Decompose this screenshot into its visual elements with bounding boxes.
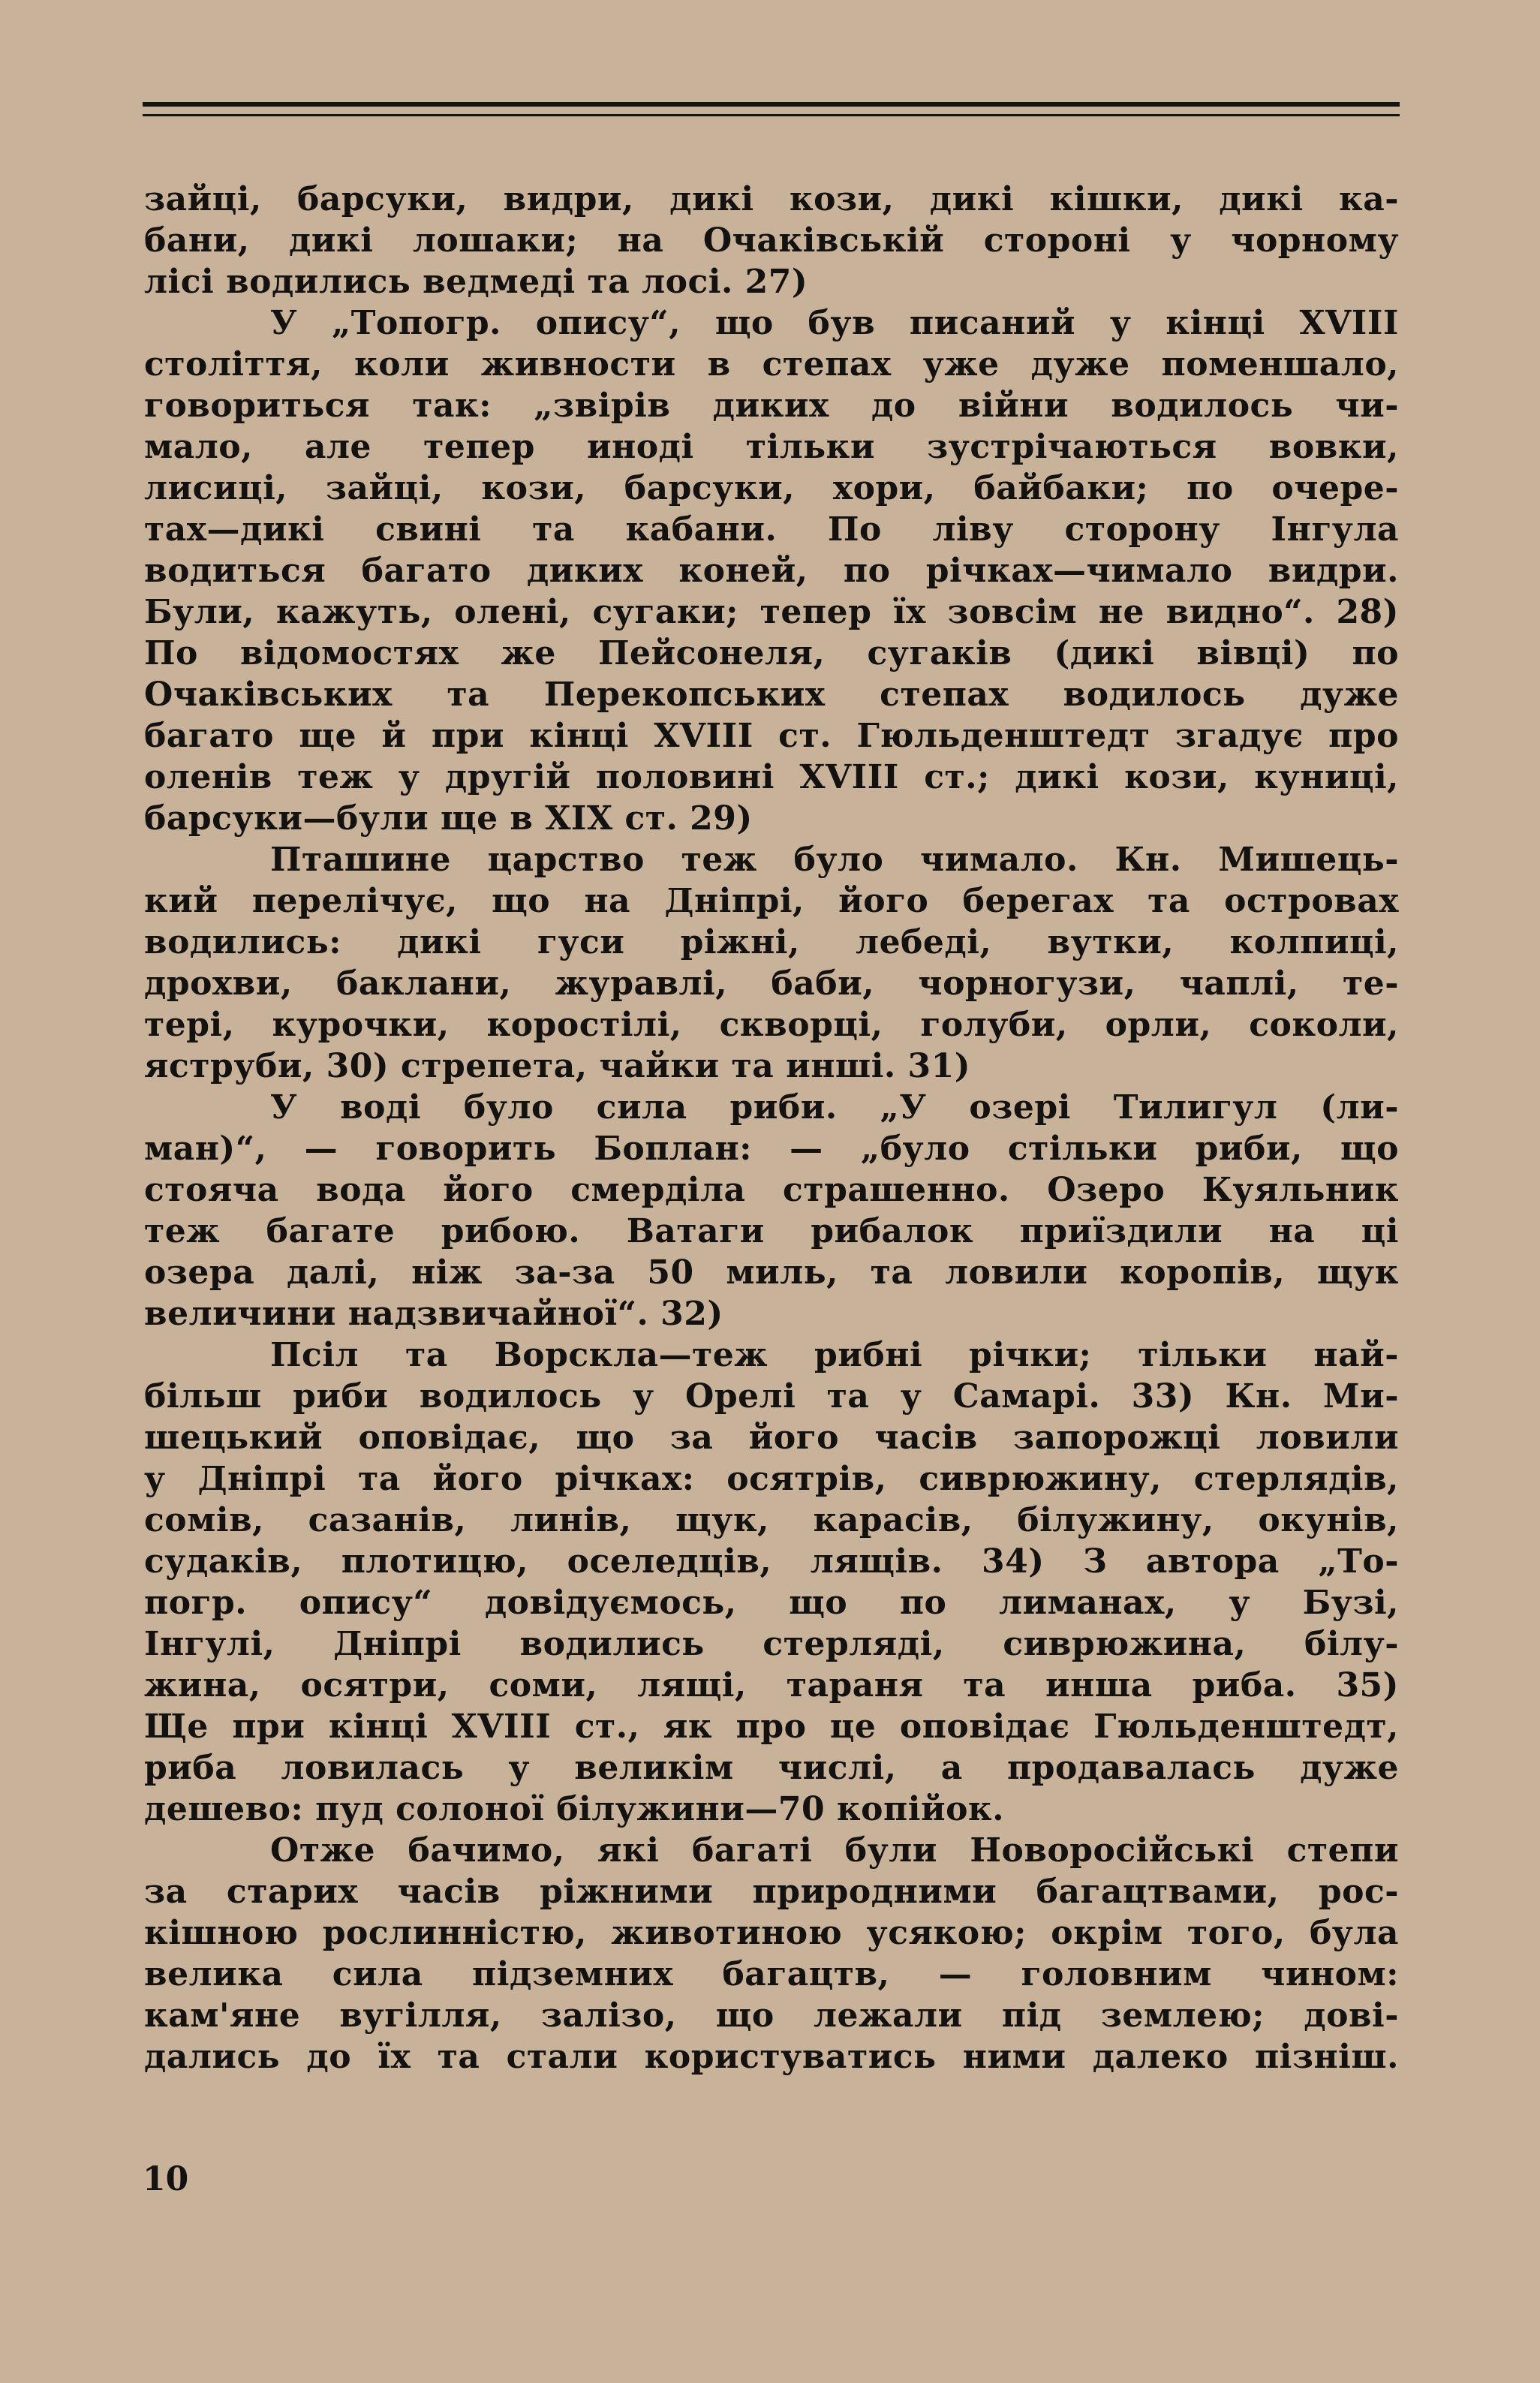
text-line: теж багате рибою. Ватаги рибалок приїздили на ці: [144, 1212, 1399, 1250]
text-line: більш риби водилось у Орелі та у Самарі. 33) Кн. Ми-: [144, 1377, 1399, 1416]
text-line: тері, курочки, коростілі, скворці, голуби, орли, соколи,: [144, 1006, 1399, 1044]
text-line: судаків, плотицю, оселедців, лящів. 34) З автора „То-: [144, 1542, 1399, 1581]
text-line: сомів, сазанів, линів, щук, карасів, білужину, окунів,: [144, 1501, 1399, 1539]
text-line: лісі водились ведмеді та лосі. 27): [144, 263, 808, 301]
text-line: лисиці, зайці, кози, барсуки, хори, байбаки; по очере-: [144, 469, 1399, 507]
text-line: яструби, 30) стрепета, чайки та инші. 31): [144, 1047, 971, 1085]
text-line: водились: дикі гуси ріжні, лебеді, вутки, колпиці,: [144, 923, 1399, 961]
text-line: бани, дикі лошаки; на Очаківській стороні у чорному: [144, 221, 1399, 260]
text-line: дрохви, баклани, журавлі, баби, чорногузи, чаплі, те-: [144, 964, 1399, 1003]
text-line: озера далі, ніж за-за 50 миль, та ловили коропів, щук: [144, 1253, 1399, 1292]
text-line: дались до їх та стали користуватись ними далеко пізніш.: [144, 2038, 1399, 2076]
text-line: У „Топогр. опису“, що був писаний у кінці XVIII: [270, 304, 1399, 342]
text-line: за старих часів ріжними природними багацтвами, рос-: [144, 1873, 1399, 1911]
text-line: зайці, барсуки, видри, дикі кози, дикі кішки, дикі ка-: [144, 180, 1399, 218]
text-line: оленів теж у другій половині XVIII ст.; дикі кози, куниці,: [144, 758, 1399, 796]
text-line: барсуки—були ще в XIX ст. 29): [144, 799, 753, 838]
text-line: Псіл та Ворскла—теж рибні річки; тільки най-: [270, 1336, 1399, 1374]
text-line: водиться багато диких коней, по річках—чимало видри.: [144, 552, 1399, 590]
text-line: велика сила підземних багацтв, — головним чином:: [144, 1955, 1399, 1993]
header-rule-thin: [143, 114, 1400, 116]
text-line: Отже бачимо, які багаті були Новоросійські степи: [270, 1831, 1399, 1870]
text-line: дешево: пуд солоної білужини—70 копійок.: [144, 1790, 1005, 1828]
text-line: шецький оповідає, що за його часів запорожці ловили: [144, 1419, 1399, 1457]
page-body-text: [144, 179, 1399, 2078]
text-line: У воді було сила риби. „У озері Тилигул (ли-: [270, 1088, 1399, 1127]
text-line: Інгулі, Дніпрі водились стерляді, сиврюжина, білу-: [144, 1625, 1399, 1663]
text-line: кішною рослинністю, животиною усякою; окрім того, була: [144, 1914, 1399, 1952]
text-line: Були, кажуть, олені, сугаки; тепер їх зовсім не видно“. 28): [144, 593, 1399, 631]
text-line: ман)“, — говорить Боплан: — „було стільки риби, що: [144, 1130, 1399, 1168]
text-line: говориться так: „звірів диких до війни водилось чи-: [144, 387, 1399, 425]
text-line: По відомостях же Пейсонеля, сугаків (дикі вівці) по: [144, 634, 1399, 672]
text-line: Ще при кінці XVIII ст., як про це оповідає Гюльденштедт,: [144, 1708, 1399, 1746]
text-line: стояча вода його смерділа страшенно. Озеро Куяльник: [144, 1171, 1399, 1209]
text-line: Пташине царство теж було чимало. Кн. Мишець-: [270, 841, 1399, 879]
text-line: риба ловилась у великім числі, а продавалась дуже: [144, 1749, 1399, 1787]
header-rule-thick: [143, 102, 1400, 107]
text-line: Очаківських та Перекопських степах водилось дуже: [144, 675, 1399, 714]
text-line: жина, осятри, соми, лящі, тараня та инша риба. 35): [144, 1666, 1399, 1705]
text-line: багато ще й при кінці XVIII ст. Гюльденштедт згадує про: [144, 717, 1399, 755]
text-line: погр. опису“ довідуємось, що по лиманах, у Бузі,: [144, 1584, 1399, 1622]
text-line: у Дніпрі та його річках: осятрів, сиврюжину, стерлядів,: [144, 1460, 1399, 1498]
text-line: величини надзвичайної“. 32): [144, 1295, 723, 1333]
text-line: століття, коли живности в степах уже дуже поменшало,: [144, 345, 1399, 384]
text-line: кий перелічує, що на Дніпрі, його берегах та островах: [144, 882, 1399, 920]
text-line: мало, але тепер иноді тільки зустрічаються вовки,: [144, 428, 1399, 466]
text-line: тах—дикі свині та кабани. По ліву сторону Інгула: [144, 510, 1399, 549]
page-number: 10: [143, 2160, 189, 2198]
text-line: кам'яне вугілля, залізо, що лежали під землею; дові-: [144, 1996, 1399, 2035]
